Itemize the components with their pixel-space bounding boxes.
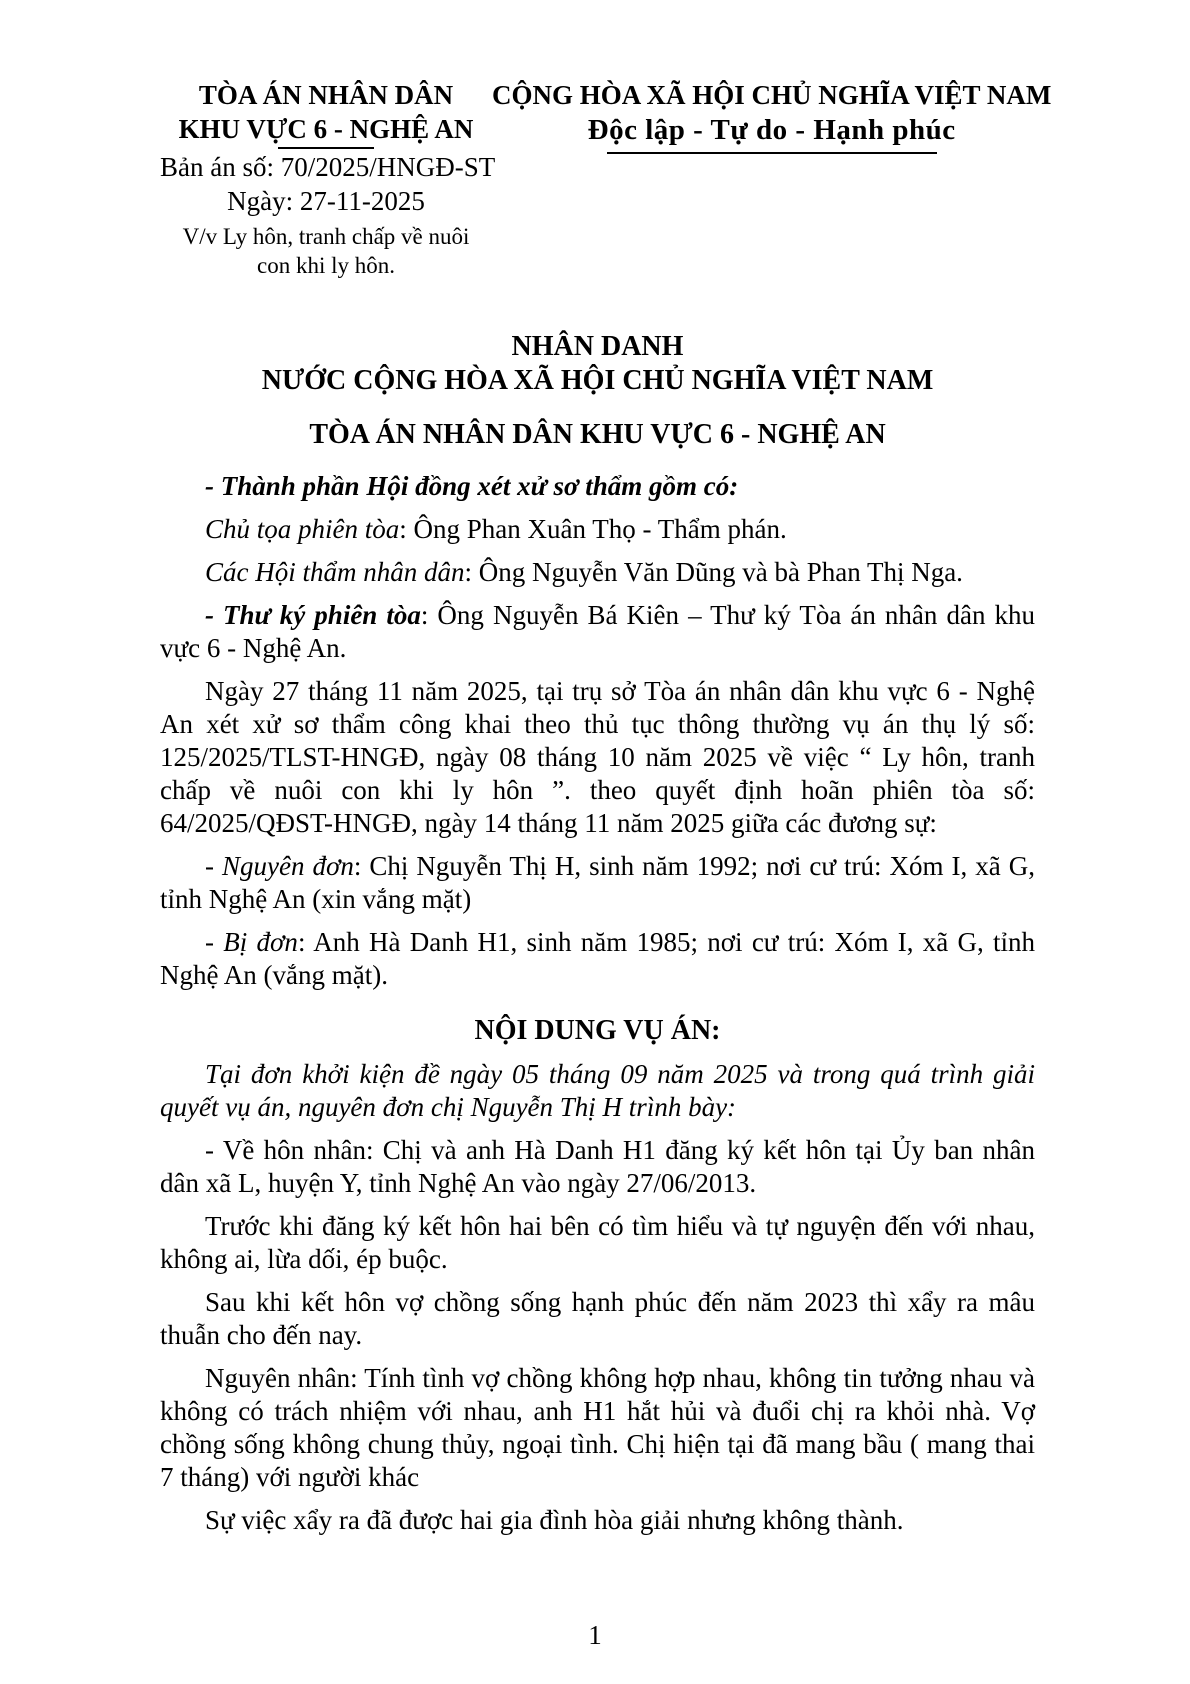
judgment-title-block (160, 330, 1035, 452)
title-court: TÒA ÁN NHÂN DÂN KHU VỰC 6 - NGHỆ AN (309, 419, 886, 450)
plaintiff-value: : Chị Nguyễn Thị H, sinh năm 1992; nơi cư trú: Xóm I, xã G, tỉnh Nghệ An (xin vắng mặt) (160, 851, 1035, 914)
document-header (160, 78, 1052, 280)
petition-intro-paragraph: Tại đơn khởi kiện đề ngày 05 tháng 09 năm 2025 và trong quá trình giải quyết vụ án, nguyên đơn chị Nguyễn Thị H trình bày: (160, 1059, 1035, 1122)
plaintiff-label: - Nguyên đơn (205, 851, 354, 881)
court-header-block (160, 78, 496, 280)
paragraph-conflict-cause: Nguyên nhân: Tính tình vợ chồng không hợp nhau, không tin tưởng nhau và không có trách nhiệm với nhau, anh H1 hắt hủi và đuổi chị ra khỏi nhà. Vợ chồng sống không chung thủy, ngoại tình. Chị hiện tại đã mang bầu ( mang thai 7 tháng) với người khác (160, 1363, 1035, 1492)
case-number: Bản án số: 70/2025/HNGĐ-ST (160, 152, 496, 182)
panel-heading (160, 470, 1035, 503)
paragraph-mediation-failed: Sự việc xẩy ra đã được hai gia đình hòa giải nhưng không thành. (205, 1505, 904, 1535)
motto-underline (607, 152, 937, 154)
page-number: 1 (588, 1620, 602, 1650)
paragraph-marriage: - Về hôn nhân: Chị và anh Hà Danh H1 đăng ký kết hôn tại Ủy ban nhân dân xã L, huyện Y, tỉnh Nghệ An vào ngày 27/06/2013. (160, 1135, 1035, 1198)
paragraph-voluntary-union: Trước khi đăng ký kết hôn hai bên có tìm hiểu và tự nguyện đến với nhau, không ai, lừa dối, ép buộc. (160, 1211, 1035, 1274)
court-name-underline (278, 147, 374, 149)
plaintiff-line (160, 850, 1035, 916)
court-name-line1: TÒA ÁN NHÂN DÂN (198, 80, 454, 110)
clerk-value: : Ông Nguyễn Bá Kiên – Thư ký Tòa án nhân dân khu vực 6 - Nghệ An. (160, 600, 1035, 663)
document-body (160, 470, 1035, 1537)
hearing-paragraph: Ngày 27 tháng 11 năm 2025, tại trụ sở Tòa án nhân dân khu vực 6 - Nghệ An xét xử sơ thẩm công khai theo thủ tục thông thường vụ án thụ lý số: 125/2025/TLST-HNGĐ, ngày 08 tháng 10 năm 2025 về việc “ Ly hôn, tranh chấp về nuôi con khi ly hôn ”. theo quyết định hoãn phiên tòa số: 64/2025/QĐST-HNGĐ, ngày 14 tháng 11 năm 2025 giữa các đương sự: (160, 676, 1035, 838)
case-subject: V/v Ly hôn, tranh chấp về nuôi con khi ly hôn. (182, 224, 470, 278)
assessors-value: : Ông Nguyễn Văn Dũng và bà Phan Thị Nga. (464, 557, 963, 587)
defendant-value: : Anh Hà Danh H1, sinh năm 1985; nơi cư trú: Xóm I, xã G, tỉnh Nghệ An (vắng mặt). (160, 927, 1035, 990)
paragraph-conflict-start: Sau khi kết hôn vợ chồng sống hạnh phúc đến năm 2023 thì xẩy ra mâu thuẫn cho đến nay. (160, 1287, 1035, 1350)
clerk-line (160, 599, 1035, 665)
clerk-label: - Thư ký phiên tòa (205, 600, 421, 630)
country-name: CỘNG HÒA XÃ HỘI CHỦ NGHĨA VIỆT NAM (492, 80, 1052, 110)
assessors-line (160, 556, 1035, 589)
presiding-judge-value: : Ông Phan Xuân Thọ - Thẩm phán. (399, 514, 787, 544)
presiding-judge-label: Chủ tọa phiên tòa (205, 514, 400, 544)
presiding-judge-line (160, 513, 1035, 546)
judgment-date: Ngày: 27-11-2025 (227, 186, 425, 216)
panel-heading-text: - Thành phần Hội đồng xét xử sơ thẩm gồm có: (205, 471, 739, 501)
court-name-line2: KHU VỰC 6 - NGHỆ AN (178, 114, 474, 144)
national-motto: Độc lập - Tự do - Hạnh phúc (587, 114, 956, 146)
title-in-the-name: NHÂN DANH (511, 331, 684, 362)
defendant-label: - Bị đơn (205, 927, 298, 957)
case-content-heading: NỘI DUNG VỤ ÁN: (474, 1015, 721, 1046)
defendant-line (160, 926, 1035, 992)
assessors-label: Các Hội thẩm nhân dân (205, 557, 465, 587)
national-motto-block (492, 78, 1051, 280)
title-republic: NƯỚC CỘNG HÒA XÃ HỘI CHỦ NGHĨA VIỆT NAM (261, 365, 934, 396)
